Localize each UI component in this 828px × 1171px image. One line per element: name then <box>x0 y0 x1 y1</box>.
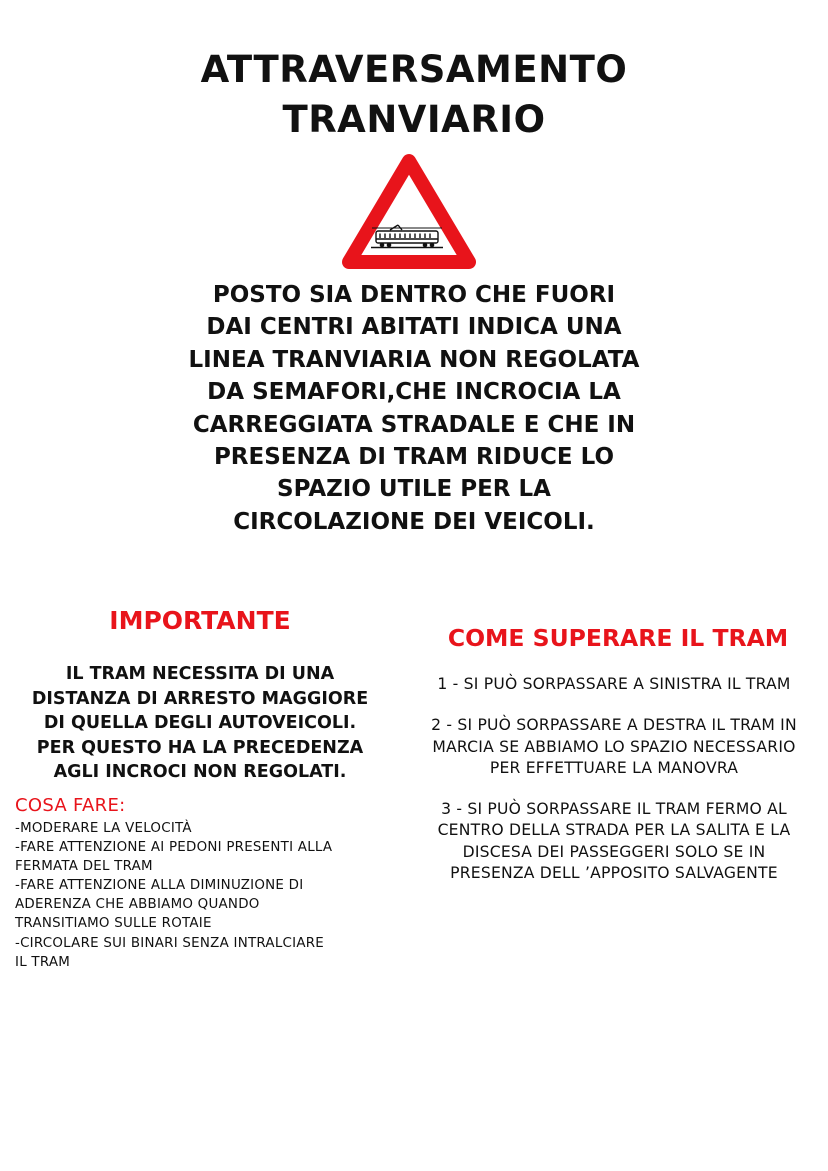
intro-line: CARREGGIATA STRADALE E CHE IN <box>192 411 636 438</box>
step-line: PER EFFETTUARE LA MANOVRA <box>489 758 739 777</box>
come-superare-steps <box>402 674 826 884</box>
importante-line: DISTANZA DI ARRESTO MAGGIORE <box>31 688 369 709</box>
intro-line: SPAZIO UTILE PER LA <box>277 476 551 503</box>
come-superare-heading: COME SUPERARE IL TRAM <box>447 624 789 652</box>
step-line: MARCIA SE ABBIAMO LO SPAZIO NECESSARIO <box>432 737 796 756</box>
step-line: PRESENZA DELL ’APPOSITO SALVAGENTE <box>450 864 778 883</box>
intro-line: DA SEMAFORI,CHE INCROCIA LA <box>207 379 621 406</box>
cosa-fare-heading: COSA FARE: <box>15 795 126 816</box>
intro-line: POSTO SIA DENTRO CHE FUORI <box>212 282 616 308</box>
step-line: 3 - SI PUÒ SORPASSARE IL TRAM FERMO AL <box>441 800 787 819</box>
cosa-fare-line: -MODERARE LA VELOCITÀ <box>15 821 192 836</box>
intro-line: PRESENZA DI TRAM RIDUCE LO <box>213 444 615 471</box>
intro-paragraph <box>150 279 678 538</box>
intro-line: DAI CENTRI ABITATI INDICA UNA <box>206 314 622 341</box>
cosa-fare-line: -FARE ATTENZIONE AI PEDONI PRESENTI ALLA <box>15 840 333 856</box>
step-line: DISCESA DEI PASSEGGERI SOLO SE IN <box>462 842 766 861</box>
step-line: 1 - SI PUÒ SORPASSARE A SINISTRA IL TRAM <box>437 675 791 693</box>
page-title-line-2: TRANVIARIO <box>282 98 546 141</box>
importante-line: AGLI INCROCI NON REGOLATI. <box>53 762 347 783</box>
intro-line: CIRCOLAZIONE DEI VEICOLI. <box>233 508 595 535</box>
importante-heading: IMPORTANTE <box>109 606 291 635</box>
importante-line: DI QUELLA DEGLI AUTOVEICOLI. <box>43 713 357 734</box>
tram-crossing-warning-sign-icon <box>342 152 476 272</box>
intro-line: LINEA TRANVIARIA NON REGOLATA <box>188 346 640 373</box>
step-2 <box>402 715 826 779</box>
page-title-line-1: ATTRAVERSAMENTO <box>200 48 628 91</box>
cosa-fare-line: ADERENZA CHE ABBIAMO QUANDO <box>15 897 260 913</box>
step-line: CENTRO DELLA STRADA PER LA SALITA E LA <box>437 821 791 840</box>
cosa-fare-line: IL TRAM <box>15 954 71 970</box>
importante-line: PER QUESTO HA LA PRECEDENZA <box>36 737 364 758</box>
step-3 <box>402 799 826 884</box>
step-1 <box>402 674 826 695</box>
cosa-fare-list <box>15 819 400 972</box>
cosa-fare-line: TRANSITIAMO SULLE ROTAIE <box>15 916 212 932</box>
importante-line: IL TRAM NECESSITA DI UNA <box>65 664 335 684</box>
cosa-fare-line: -CIRCOLARE SUI BINARI SENZA INTRALCIARE <box>15 935 325 951</box>
cosa-fare-line: FERMATA DEL TRAM <box>15 859 153 875</box>
step-line: 2 - SI PUÒ SORPASSARE A DESTRA IL TRAM IN <box>431 716 797 735</box>
importante-paragraph <box>10 662 390 785</box>
cosa-fare-line: -FARE ATTENZIONE ALLA DIMINUZIONE DI <box>15 878 304 894</box>
